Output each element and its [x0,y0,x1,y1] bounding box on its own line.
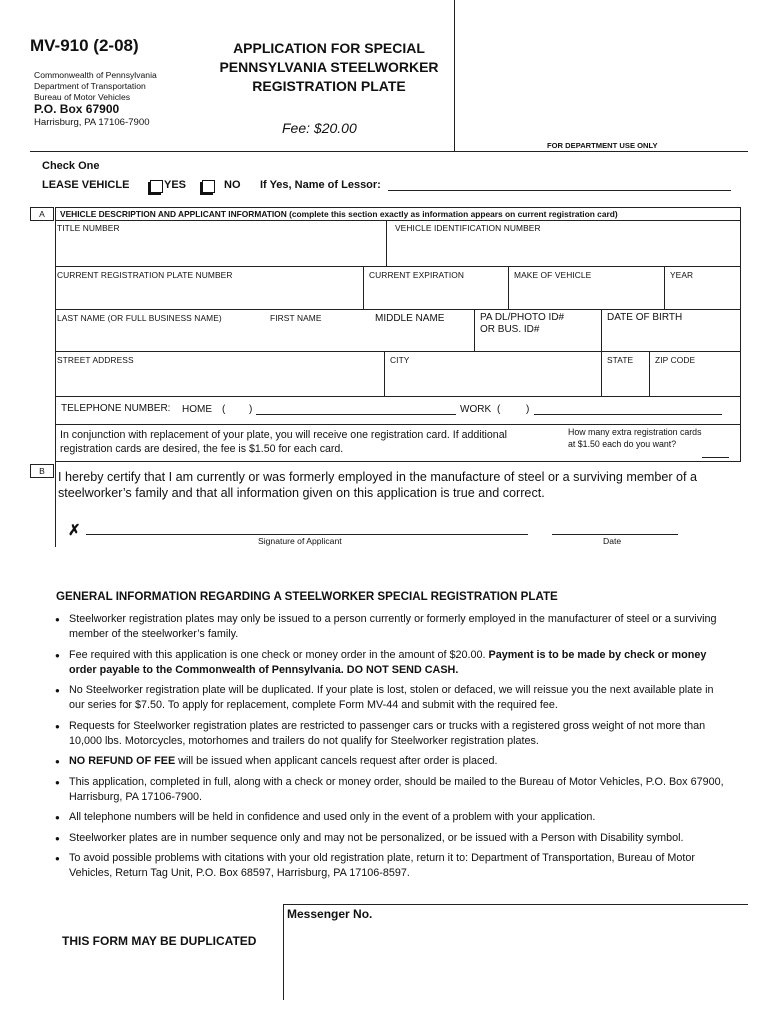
title-line-1: APPLICATION FOR SPECIAL [233,40,425,56]
x-mark-icon: ✗ [68,522,81,539]
messenger-left-rule [283,904,284,1000]
year-field[interactable] [665,281,739,308]
work-paren-close: ) [526,404,530,415]
telephone-label: TELEPHONE NUMBER: [61,403,171,414]
dob-label: DATE OF BIRTH [607,312,683,323]
title-line-2: PENNSYLVANIA STEELWORKER [219,59,439,75]
date-label: Date [603,536,622,546]
agency-line-2: Department of Transportation [34,81,146,91]
po-box: P.O. Box 67900 [34,102,120,116]
city-field[interactable] [385,367,600,395]
no-checkbox[interactable] [202,180,215,193]
vin-field[interactable] [387,234,739,265]
bullet-text: To avoid possible problems with citations with your old registration plate, return it to: Department of Transportation, Bureau of Motor Vehicles, Return Tag Unit, P.O. Box 68597, Harrisburg, PA 17106-8597. [69,852,695,879]
bullet-text: All telephone numbers will be held in confidence and used only in the event of a problem with your application. [69,811,596,823]
home-paren-open: ( [222,404,226,415]
list-item [55,719,727,749]
make-label: MAKE OF VEHICLE [514,270,592,280]
bullet-text: Steelworker plates are in number sequence only and may not be personalized, or be issued with a Person with Disability symbol. [69,831,684,844]
row2-rule [55,309,741,310]
bullet-text: Requests for Steelworker registration plates are restricted to passenger cars or trucks with a registered gross weight of not more than 10,000 lbs. Motorcycles, motorhomes and trailers do not qualify for Steelworker registration plates. [69,719,706,747]
extra-cards-label: How many extra registration cards at $1.50 each do you want? [568,427,702,449]
section-a-header-rule [55,220,741,221]
work-paren-open: ( [497,404,501,415]
no-label: NO [224,179,241,191]
list-item [55,754,727,769]
street-label: STREET ADDRESS [57,355,134,365]
general-info-heading: GENERAL INFORMATION REGARDING A STEELWORKER SPECIAL REGISTRATION PLATE [56,590,558,603]
agency-line-1: Commonwealth of Pennsylvania [34,70,157,80]
list-item [55,831,727,846]
agency-city: Harrisburg, PA 17106-7900 [34,117,150,128]
section-a-header: VEHICLE DESCRIPTION AND APPLICANT INFORMATION (complete this section exactly as information appears on current registration card) [60,209,618,219]
date-line[interactable] [552,534,678,535]
bullet-bold-text: NO REFUND OF FEE [69,755,176,767]
lease-vehicle-label: LEASE VEHICLE [42,179,130,191]
messenger-field[interactable] [285,924,745,998]
signature-label: Signature of Applicant [258,536,342,546]
state-label: STATE [607,355,634,365]
vin-label: VEHICLE IDENTIFICATION NUMBER [395,223,541,233]
title-line-3: REGISTRATION PLATE [252,78,406,94]
dl-id-field[interactable] [475,337,600,350]
dl-id-label-2: OR BUS. ID# [480,324,540,335]
work-label: WORK [460,404,492,415]
make-field[interactable] [509,281,663,308]
plate-number-label: CURRENT REGISTRATION PLATE NUMBER [57,270,233,280]
last-name-label: LAST NAME (OR FULL BUSINESS NAME) [57,313,222,323]
section-a-tag: A [30,207,54,221]
reg-card-note: In conjunction with replacement of your plate, you will receive one registration card. If additional registration cards are desired, the fee is $1.50 for each card. [60,429,507,455]
section-b-left [55,461,56,547]
dob-field[interactable] [602,325,739,350]
year-label: YEAR [670,270,694,280]
list-item [55,810,727,825]
check-one-label: Check One [42,160,100,172]
list-item [55,775,727,805]
fee: Fee: $20.00 [282,120,357,136]
name-field[interactable] [56,325,473,350]
title-number-label: TITLE NUMBER [57,223,120,233]
general-info-list [55,612,727,887]
list-item [55,683,727,713]
telephone-rule [55,424,741,425]
row3-rule [55,351,741,352]
dl-id-label-1: PA DL/PHOTO ID# [480,312,565,323]
signature-line[interactable] [86,534,528,535]
row4-rule [55,396,741,397]
section-a-top [55,207,741,208]
certify-text: I hereby certify that I am currently or was formerly employed in the manufacture of steel or a surviving member of a steelworker’s family and that all information given on this application is true and correct. [58,470,698,500]
agency-line-3: Bureau of Motor Vehicles [34,92,131,102]
duplicate-notice: THIS FORM MAY BE DUPLICATED [62,934,257,948]
expiration-field[interactable] [364,281,507,308]
zip-field[interactable] [650,367,739,395]
zip-label: ZIP CODE [655,355,696,365]
dept-use-label: FOR DEPARTMENT USE ONLY [547,141,658,150]
lessor-input-line[interactable] [388,190,731,191]
middle-name-label: MIDDLE NAME [375,313,445,324]
expiration-label: CURRENT EXPIRATION [369,270,465,280]
yes-checkbox[interactable] [150,180,163,193]
messenger-label: Messenger No. [287,907,373,921]
bullet-text: This application, completed in full, along with a check or money order, should be mailed to the Bureau of Motor Vehicles, P.O. Box 67900, Harrisburg, PA 17106-7900. [69,775,724,803]
form-number: MV-910 (2-08) [30,36,139,55]
home-label: HOME [182,404,212,415]
list-item [55,612,727,642]
plate-number-field[interactable] [56,281,362,308]
lessor-label: If Yes, Name of Lessor: [260,179,381,191]
title-number-field[interactable] [56,234,385,265]
row1-rule [55,266,741,267]
list-item [55,851,727,881]
yes-label: YES [164,179,187,191]
bullet-text: Steelworker registration plates may only be issued to a person currently or formerly employed in the manufacturer of steel or a surviving member of the steelworker’s family. [69,613,717,640]
city-label: CITY [390,355,410,365]
street-field[interactable] [56,367,383,395]
state-field[interactable] [602,367,648,395]
work-phone-line[interactable] [534,414,722,415]
bullet-bold-text: Payment is to be made by check or money order payable to the Commonwealth of Pennsylvania. DO NOT SEND CASH. [69,648,707,676]
section-b-tag: B [30,464,54,478]
home-phone-line[interactable] [256,414,456,415]
bullet-text: No Steelworker registration plate will be duplicated. If your plate is lost, stolen or defaced, we will reissue you the next available plate in our series for $7.50. To apply for replacement, complete Form MV-44 and submit with the required fee. [69,684,714,711]
first-name-label: FIRST NAME [270,313,322,323]
dept-use-divider [454,0,455,151]
header-rule [30,151,748,152]
list-item [55,648,727,678]
extra-cards-line[interactable] [702,457,729,458]
bullet-text: will be issued when applicant cancels request after order is placed. [175,755,498,767]
section-a-bottom [55,461,741,462]
bullet-text: Fee required with this application is one check or money order in the amount of $20.00. [69,648,489,661]
messenger-top-rule [283,904,748,905]
home-paren-close: ) [249,404,253,415]
